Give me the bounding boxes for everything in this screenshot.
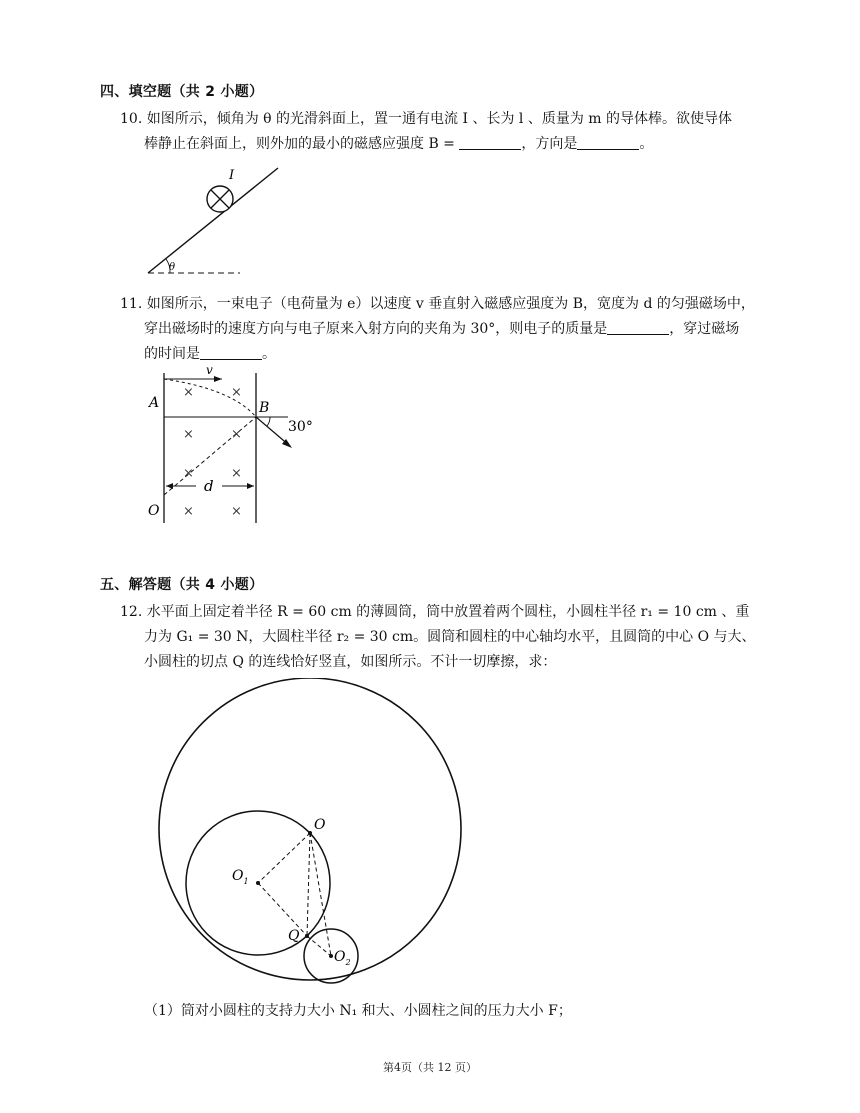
q12-line1: 12. 水平面上固定着半径 R = 60 cm 的薄圆筒，筒中放置着两个圆柱，小圆柱半径 r₁ = 10 cm 、重 [120, 604, 750, 620]
q10-text-b: ，方向是 [521, 136, 578, 152]
label-o: O [314, 817, 326, 833]
width-arrowhead-left [166, 483, 173, 489]
line-o1-to-q [258, 883, 307, 936]
q10-text-c: 。 [639, 136, 654, 152]
label-q: Q [288, 928, 300, 944]
q11-line2 [144, 319, 739, 339]
exit-angle-label: 30° [288, 419, 313, 435]
answer-blank [459, 135, 521, 150]
field-cross-icon: × [183, 427, 194, 442]
current-label: I [229, 168, 235, 183]
point-o-label: O [148, 503, 160, 519]
field-cross-icon: × [231, 504, 242, 519]
answer-blank [577, 135, 639, 150]
answer-blank [200, 345, 262, 360]
angle-theta-label: θ [169, 262, 176, 273]
q10-line1: 10. 如图所示，倾角为 θ 的光滑斜面上，置一通有电流 I 、长为 l 、质量为 m 的导体棒。欲使导体 [120, 111, 733, 127]
field-cross-icon: × [231, 466, 242, 481]
q10-incline-figure [140, 160, 285, 280]
q11-line3 [144, 344, 276, 364]
exit-angle-arc [267, 417, 270, 426]
point-a-label: A [149, 395, 160, 411]
q11-text-a: 穿出磁场时的速度方向与电子原来入射方向的夹角为 30°，则电子的质量是 [144, 321, 608, 337]
answer-blank [607, 320, 669, 335]
center-o-dot [308, 831, 312, 835]
field-cross-icon: × [183, 385, 194, 400]
field-cross-icon: × [231, 427, 242, 442]
width-arrowhead-right [247, 483, 254, 489]
q12-cylinders-figure [150, 678, 470, 988]
q11-line1: 11. 如图所示，一束电子（电荷量为 e）以速度 v 垂直射入磁感应强度为 B，宽度为 d 的匀强磁场中， [120, 296, 755, 312]
section-heading: 五、解答题（共 4 小题） [100, 577, 264, 593]
center-o2-dot [329, 954, 333, 958]
velocity-arrowhead [214, 376, 222, 382]
page-footer: 第4页（共 12 页） [383, 1061, 477, 1074]
incline-surface [148, 168, 278, 273]
label-o1: $O_1$ [232, 868, 249, 886]
q12-subquestion-1: （1）筒对小圆柱的支持力大小 N₁ 和大、小圆柱之间的压力大小 F； [144, 1003, 572, 1019]
electron-path [164, 379, 256, 417]
q11-text-b: ，穿过磁场 [669, 321, 740, 337]
line-o-to-o1 [258, 833, 310, 883]
q11-text-c: 的时间是 [144, 346, 200, 362]
q11-magnetic-field-figure [140, 365, 340, 527]
velocity-label: v [206, 365, 213, 377]
q10-line2 [144, 134, 653, 154]
q12-line3: 小圆柱的切点 Q 的连线恰好竖直，如图所示。不计一切摩擦，求： [144, 654, 557, 670]
line-o-to-q [307, 833, 310, 936]
field-cross-icon: × [183, 466, 194, 481]
section-heading: 四、填空题（共 2 小题） [100, 84, 264, 100]
field-cross-icon: × [183, 504, 194, 519]
label-o2: $O_2$ [334, 949, 351, 967]
outer-tube-circle [159, 678, 461, 980]
center-o1-dot [256, 881, 260, 885]
tangent-q-dot [305, 934, 309, 938]
q11-text-d: 。 [262, 346, 276, 362]
point-b-label: B [259, 400, 270, 416]
field-cross-icon: × [231, 385, 242, 400]
width-d-label: d [204, 477, 214, 495]
q12-line2: 力为 G₁ = 30 N，大圆柱半径 r₂ = 30 cm。圆筒和圆柱的中心轴均水平，且圆筒的中心 O 与大、 [144, 629, 756, 645]
line-o-to-o2 [310, 833, 331, 956]
q10-text-a: 棒静止在斜面上，则外加的最小的磁感应强度 B = [144, 136, 460, 152]
